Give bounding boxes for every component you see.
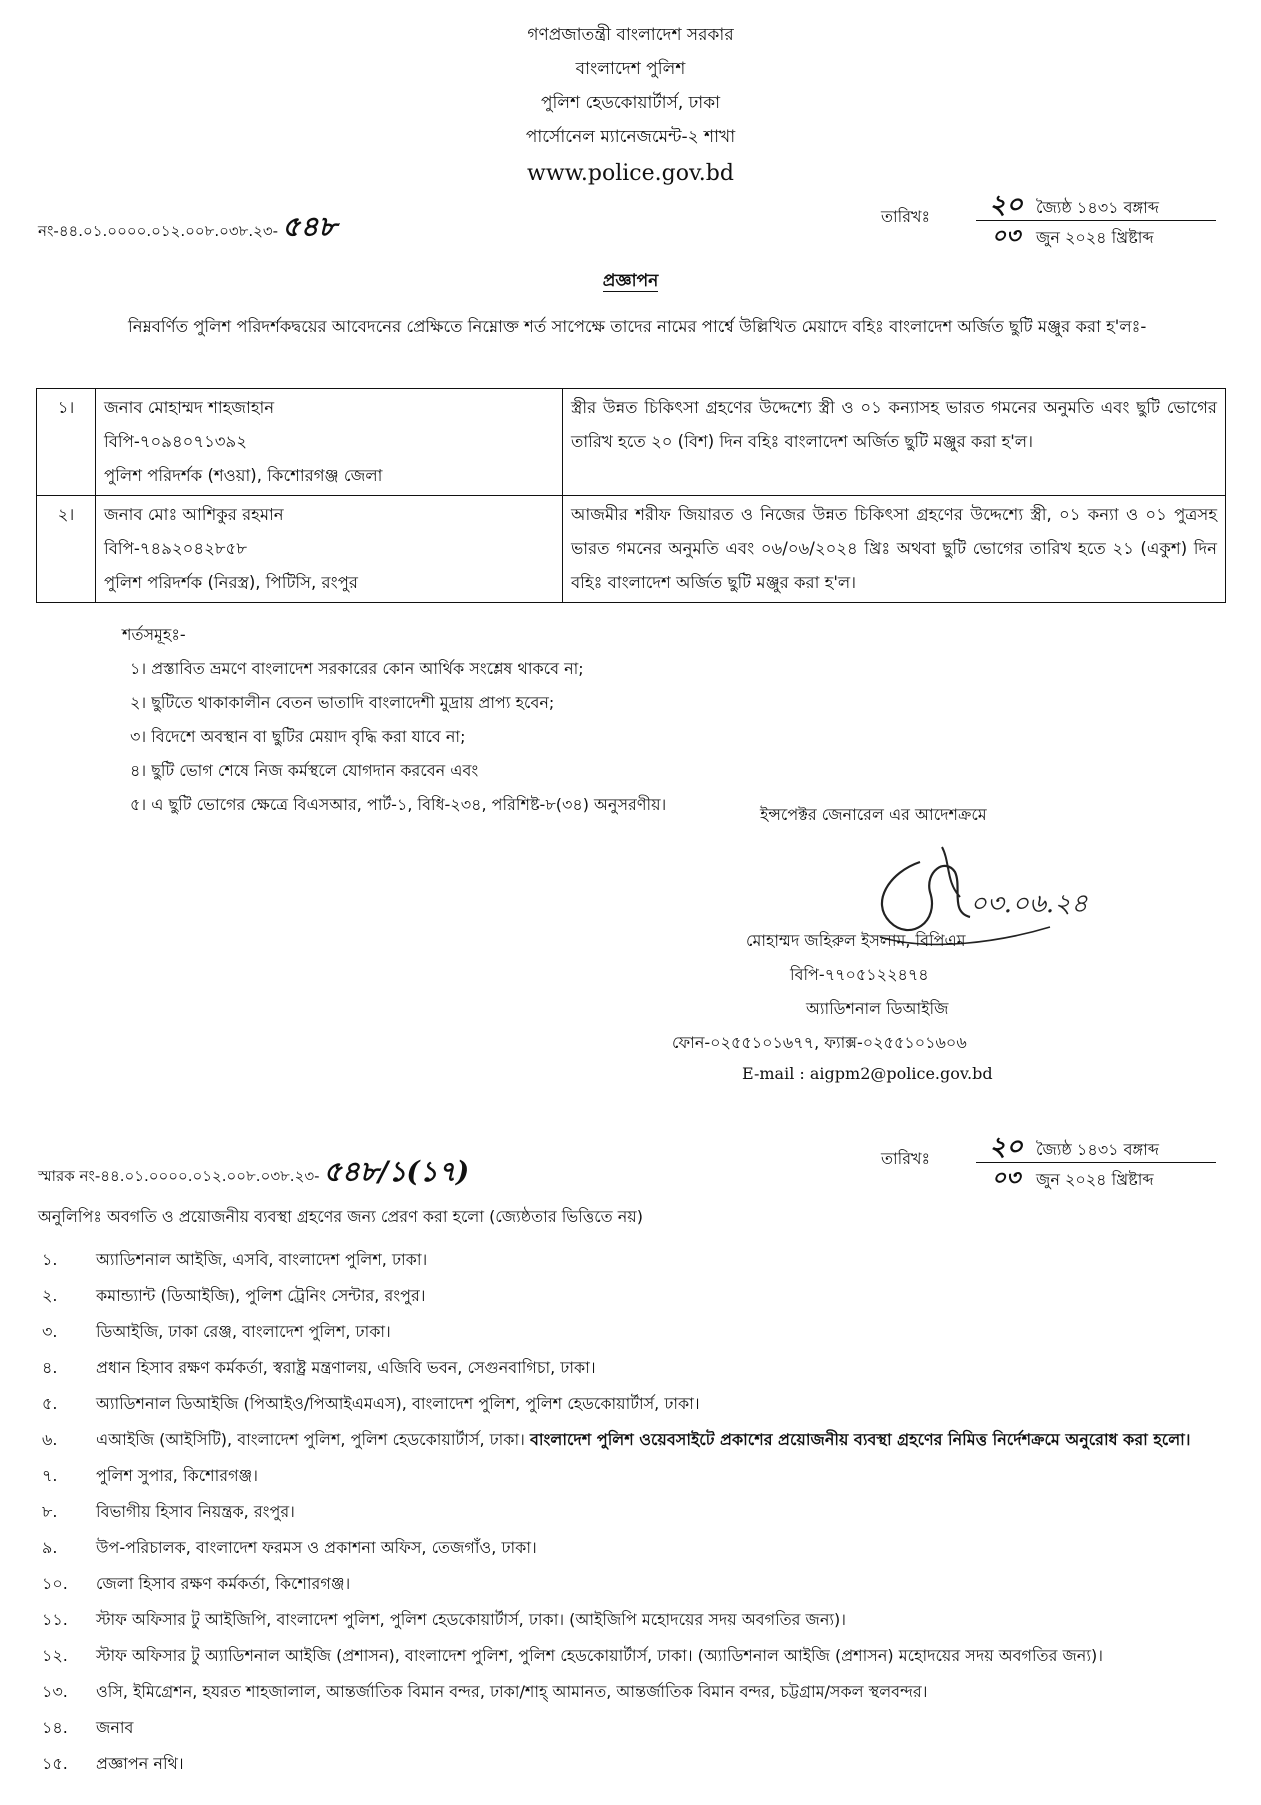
intro-paragraph: নিম্নবর্ণিত পুলিশ পরিদর্শকদ্বয়ের আবেদনের প্রেক্ষিতে নিম্নোক্ত শর্ত সাপেক্ষে তাদের নামের পার্শ্বে উল্লিখিত মেয়াদে বহিঃ বাংলাদেশ অর্জিত ছুটি মঞ্জুর করা হ'লঃ- bbox=[128, 317, 1147, 336]
item-number: ১. bbox=[42, 1250, 58, 1269]
bangla-month-year: জ্যৈষ্ঠ ১৪৩১ বঙ্গাব্দ bbox=[1036, 198, 1159, 217]
gregorian-month-year: জুন ২০২৪ খ্রিষ্টাব্দ bbox=[1036, 1170, 1154, 1189]
item-number: ১১. bbox=[42, 1610, 68, 1629]
table-row bbox=[37, 496, 1226, 603]
list-item bbox=[38, 1746, 1228, 1782]
date-fraction bbox=[976, 1132, 1216, 1193]
memo-ref-number: নং-৪৪.০১.০০০০.০১২.০০৮.০৩৮.২৩- bbox=[38, 222, 279, 240]
leave-details: স্ত্রীর উন্নত চিকিৎসা গ্রহণের উদ্দেশ্যে স্ত্রী ও ০১ কন্যাসহ ভারত গমনের অনুমতি এবং ছুটি ভোগের তারিখ হতে ২০ (বিশ) দিন বহিঃ বাংলাদেশ অর্জিত ছুটি মঞ্জুর করা হ'ল। bbox=[563, 389, 1226, 496]
list-item bbox=[38, 1386, 1228, 1422]
item-number: ২. bbox=[42, 1286, 58, 1305]
condition-item: ৩। বিদেশে অবস্থান বা ছুটির মেয়াদ বৃদ্ধি করা যাবে না; bbox=[130, 727, 466, 746]
list-item bbox=[38, 1530, 1228, 1566]
memo-date bbox=[881, 190, 1221, 256]
item-text: স্টাফ অফিসার টু অ্যাডিশনাল আইজি (প্রশাসন), বাংলাদেশ পুলিশ, পুলিশ হেডকোয়ার্টার্স, ঢাকা। (অ্যাডিশনাল আইজি (প্রশাসন) মহোদয়ের সদয় অবগতির জন্য)। bbox=[96, 1646, 1103, 1665]
letterhead-line-2: বাংলাদেশ পুলিশ bbox=[575, 59, 686, 79]
condition-item: ৫। এ ছুটি ভোগের ক্ষেত্রে বিএসআর, পার্ট-১, বিধি-২৩৪, পরিশিষ্ট-৮(৩৪) অনুসরণীয়। bbox=[130, 795, 667, 814]
date-label: তারিখঃ bbox=[881, 207, 931, 226]
leave-grant-table bbox=[36, 388, 1226, 603]
date-label: তারিখঃ bbox=[881, 1149, 931, 1168]
item-number: ১৫. bbox=[42, 1754, 68, 1773]
condition-item: ৪। ছুটি ভোগ শেষে নিজ কর্মস্থলে যোগদান করবেন এবং bbox=[130, 761, 479, 780]
item-text: কমান্ড্যান্ট (ডিআইজি), পুলিশ ট্রেনিং সেন্টার, রংপুর। bbox=[96, 1286, 426, 1305]
copy-lead: অনুলিপিঃ অবগতি ও প্রয়োজনীয় ব্যবস্থা গ্রহণের জন্য প্রেরণ করা হলো (জ্যেষ্ঠতার ভিত্তিতে নয়) bbox=[38, 1207, 643, 1226]
item-number: ১৪. bbox=[42, 1718, 68, 1737]
item-number: ১৩. bbox=[42, 1682, 68, 1701]
item-text: প্রজ্ঞাপন নথি। bbox=[96, 1754, 184, 1773]
memo2-ref-number: স্মারক নং-৪৪.০১.০০০০.০১২.০০৮.০৩৮.২৩- bbox=[38, 1167, 320, 1185]
officer-name: জনাব মোহাম্মদ শাহজাহান bbox=[104, 398, 275, 417]
list-item bbox=[38, 1278, 1228, 1314]
item-text: এআইজি (আইসিটি), বাংলাদেশ পুলিশ, পুলিশ হেডকোয়ার্টার্স, ঢাকা। bbox=[96, 1430, 525, 1449]
condition-item: ২। ছুটিতে থাকাকালীন বেতন ভাতাদি বাংলাদেশী মুদ্রায় প্রাপ্য হবেন; bbox=[130, 693, 555, 712]
list-item bbox=[38, 1674, 1228, 1710]
letterhead bbox=[0, 18, 1261, 192]
officer-cell bbox=[96, 496, 563, 603]
signatory-email[interactable]: E-mail : aigpm2@police.gov.bd bbox=[742, 1064, 993, 1083]
officer-bp: বিপি-৭৪৯২০৪২৮৫৮ bbox=[104, 539, 247, 558]
item-text: স্টাফ অফিসার টু আইজিপি, বাংলাদেশ পুলিশ, পুলিশ হেডকোয়ার্টার্স, ঢাকা। (আইজিপি মহোদয়ের সদয় অবগতির জন্য)। bbox=[96, 1610, 847, 1629]
notification-title: প্রজ্ঞাপন bbox=[602, 271, 659, 291]
list-item bbox=[38, 1242, 1228, 1278]
list-item bbox=[38, 1638, 1228, 1674]
item-text: অ্যাডিশনাল আইজি, এসবি, বাংলাদেশ পুলিশ, ঢাকা। bbox=[96, 1250, 428, 1269]
leave-details: আজমীর শরীফ জিয়ারত ও নিজের উন্নত চিকিৎসা গ্রহণের উদ্দেশ্যে স্ত্রী, ০১ কন্যা ও ০১ পুত্রসহ ভারত গমনের অনুমতি এবং ০৬/০৬/২০২৪ খ্রিঃ অথবা ছুটি ভোগের তারিখ হতে ২১ (একুশ) দিন বহিঃ বাংলাদেশ অর্জিত ছুটি মঞ্জুর করা হ'ল। bbox=[563, 496, 1226, 603]
item-number: ১০. bbox=[42, 1574, 68, 1593]
gregorian-day: ০৩ bbox=[991, 1165, 1021, 1191]
table-row bbox=[37, 389, 1226, 496]
item-text: উপ-পরিচালক, বাংলাদেশ ফরমস ও প্রকাশনা অফিস, তেজগাঁও, ঢাকা। bbox=[96, 1538, 537, 1557]
list-item bbox=[38, 1566, 1228, 1602]
item-number: ৩. bbox=[42, 1322, 58, 1341]
letterhead-line-3: পুলিশ হেডকোয়ার্টার্স, ঢাকা bbox=[540, 93, 721, 113]
website-link[interactable]: www.police.gov.bd bbox=[527, 161, 734, 186]
item-number: ৬. bbox=[42, 1430, 58, 1449]
officer-bp: বিপি-৭০৯৪০৭১৩৯২ bbox=[104, 432, 247, 451]
signatory-phone: ফোন-০২৫৫১০১৬৭৭, ফ্যাক্স-০২৫৫১০১৬০৬ bbox=[672, 1033, 967, 1052]
item-number: ৪. bbox=[42, 1358, 58, 1377]
memo2-date bbox=[881, 1132, 1221, 1198]
item-bold-text: বাংলাদেশ পুলিশ ওয়েবসাইটে প্রকাশের প্রয়োজনীয় ব্যবস্থা গ্রহণের নিমিত্ত নির্দেশক্রমে অনুরোধ করা হলো। bbox=[529, 1430, 1191, 1449]
conditions-heading: শর্তসমূহঃ- bbox=[122, 625, 186, 644]
officer-name: জনাব মোঃ আশিকুর রহমান bbox=[104, 505, 284, 524]
order-line: ইন্সপেক্টর জেনারেল এর আদেশক্রমে bbox=[760, 805, 987, 824]
item-text: জনাব bbox=[96, 1718, 134, 1737]
condition-item: ১। প্রস্তাবিত ভ্রমণে বাংলাদেশ সরকারের কোন আর্থিক সংশ্লেষ থাকবে না; bbox=[130, 659, 584, 678]
signatory-name: মোহাম্মদ জহিরুল ইসলাম, বিপিএম bbox=[746, 931, 966, 950]
memo-reference bbox=[38, 205, 337, 252]
gregorian-month-year: জুন ২০২৪ খ্রিষ্টাব্দ bbox=[1036, 228, 1154, 247]
bangla-month-year: জ্যৈষ্ঠ ১৪৩১ বঙ্গাব্দ bbox=[1036, 1140, 1159, 1159]
item-number: ৯. bbox=[42, 1538, 58, 1557]
item-text: অ্যাডিশনাল ডিআইজি (পিআইও/পিআইএমএস), বাংলাদেশ পুলিশ, পুলিশ হেডকোয়ার্টার্স, ঢাকা। bbox=[96, 1394, 700, 1413]
item-number: ৭. bbox=[42, 1466, 58, 1485]
memo2-reference bbox=[38, 1150, 469, 1197]
list-item bbox=[38, 1314, 1228, 1350]
signature-date: ০৩.০৬.২৪ bbox=[970, 889, 1088, 919]
signatory-bp: বিপি-৭৭০৫১২২৪৭৪ bbox=[790, 965, 929, 984]
memo2-ref-handwritten: ৫৪৮/১(১৭) bbox=[323, 1155, 470, 1188]
item-number: ১২. bbox=[42, 1646, 68, 1665]
letterhead-line-1: গণপ্রজাতন্ত্রী বাংলাদেশ সরকার bbox=[527, 25, 734, 45]
item-number: ৫. bbox=[42, 1394, 58, 1413]
item-text: বিভাগীয় হিসাব নিয়ন্ত্রক, রংপুর। bbox=[96, 1502, 295, 1521]
item-text: ওসি, ইমিগ্রেশন, হযরত শাহজালাল, আন্তর্জাতিক বিমান বন্দর, ঢাকা/শাহ্ আমানত, আন্তর্জাতিক বিমান বন্দর, চট্টগ্রাম/সকল স্থলবন্দর। bbox=[96, 1682, 928, 1701]
item-number: ৮. bbox=[42, 1502, 58, 1521]
list-item bbox=[38, 1494, 1228, 1530]
bangla-day: ২০ bbox=[989, 1132, 1023, 1162]
item-text: ডিআইজি, ঢাকা রেঞ্জ, বাংলাদেশ পুলিশ, ঢাকা। bbox=[96, 1322, 391, 1341]
memo-ref-handwritten: ৫৪৮ bbox=[282, 210, 337, 243]
bangla-day: ২০ bbox=[989, 190, 1023, 220]
list-item bbox=[38, 1458, 1228, 1494]
list-item bbox=[38, 1350, 1228, 1386]
item-text: পুলিশ সুপার, কিশোরগঞ্জ। bbox=[96, 1466, 258, 1485]
list-item bbox=[38, 1710, 1228, 1746]
letterhead-line-4: পার্সোনেল ম্যানেজমেন্ট-২ শাখা bbox=[525, 127, 736, 147]
copy-recipients-list bbox=[38, 1242, 1228, 1782]
officer-post: পুলিশ পরিদর্শক (নিরস্ত্র), পিটিসি, রংপুর bbox=[104, 573, 358, 592]
list-item bbox=[38, 1422, 1228, 1458]
officer-post: পুলিশ পরিদর্শক (শওয়া), কিশোরগঞ্জ জেলা bbox=[104, 466, 383, 485]
officer-cell bbox=[96, 389, 563, 496]
item-text: জেলা হিসাব রক্ষণ কর্মকর্তা, কিশোরগঞ্জ। bbox=[96, 1574, 351, 1593]
item-text: প্রধান হিসাব রক্ষণ কর্মকর্তা, স্বরাষ্ট্র মন্ত্রণালয়, এজিবি ভবন, সেগুনবাগিচা, ঢাকা। bbox=[96, 1358, 596, 1377]
signatory-block bbox=[672, 802, 1230, 1102]
gregorian-day: ০৩ bbox=[991, 223, 1021, 249]
serial-cell: ২। bbox=[37, 496, 96, 603]
signatory-designation: অ্যাডিশনাল ডিআইজি bbox=[806, 999, 949, 1018]
serial-cell: ১। bbox=[37, 389, 96, 496]
date-fraction bbox=[976, 190, 1216, 251]
conditions-list bbox=[122, 618, 667, 822]
list-item bbox=[38, 1602, 1228, 1638]
